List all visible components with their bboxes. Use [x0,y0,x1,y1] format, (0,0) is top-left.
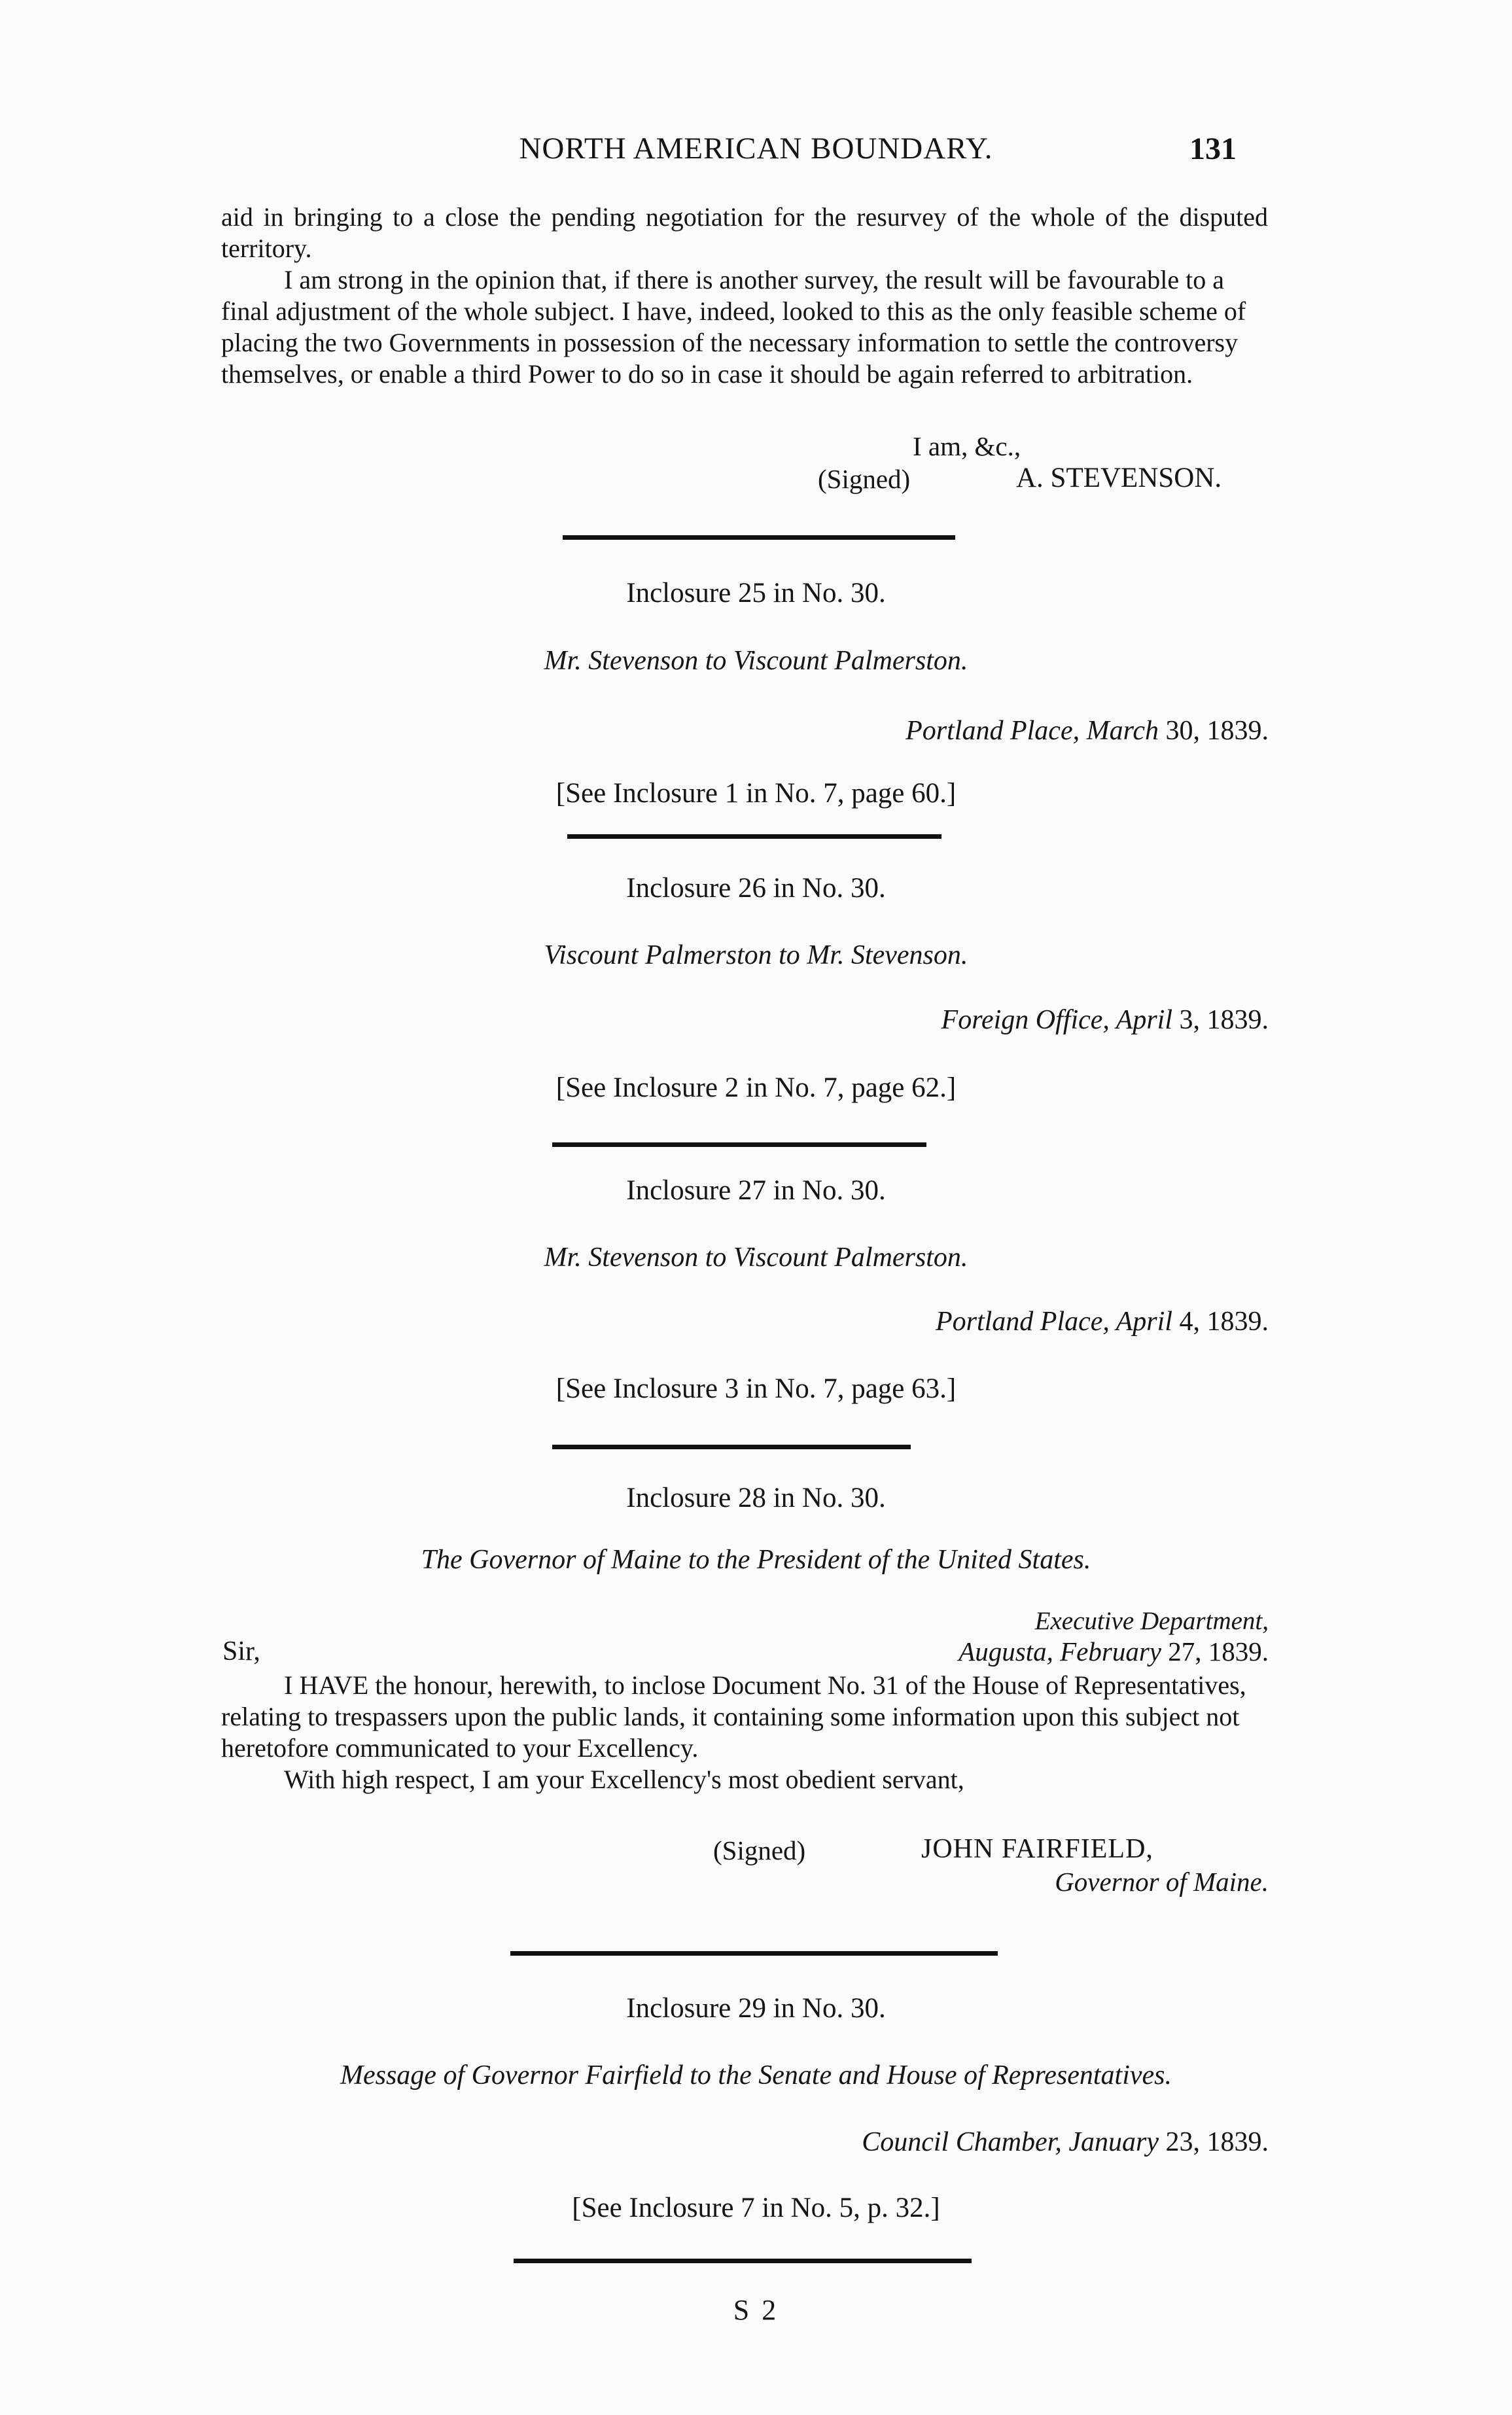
dateline-place: Portland Place, March [905,716,1159,746]
inclosure-title: Message of Governor Fairfield to the Senate and House of Representatives. [340,2060,1172,2090]
address-line-1: Executive Department, [1034,1607,1269,1635]
section-divider [552,1142,926,1147]
page-number: 131 [1189,132,1237,166]
dateline-place: Portland Place, April [935,1307,1172,1337]
dateline-place: Council Chamber, January [862,2127,1159,2157]
signature-mark: S 2 [733,2294,779,2326]
inclosure-reference: [See Inclosure 2 in No. 7, page 62.] [555,1072,957,1103]
inclosure-heading: Inclosure 27 in No. 30. [626,1175,886,1206]
inclosure-heading: Inclosure 29 in No. 30. [626,1993,886,2024]
signatory-name: JOHN FAIRFIELD, [921,1834,1153,1864]
inclosure-reference: [See Inclosure 1 in No. 7, page 60.] [555,778,957,809]
running-title: NORTH AMERICAN BOUNDARY. [519,132,993,166]
address-date: 27, 1839. [1168,1636,1269,1666]
inclosure-dateline [905,715,1269,747]
address-place: Augusta, February [958,1636,1161,1666]
section-divider [567,834,941,839]
dateline-date: 30, 1839. [1165,716,1269,746]
signed-label: (Signed) [818,464,911,494]
inclosure-reference: [See Inclosure 3 in No. 7, page 63.] [555,1373,957,1404]
inclosure-title: Mr. Stevenson to Viscount Palmerston. [544,646,968,676]
inclosure-title: Mr. Stevenson to Viscount Palmerston. [544,1243,968,1273]
inclosure-dateline [862,2126,1269,2158]
section-divider [563,535,955,540]
inclosure-dateline [941,1004,1269,1036]
inclosure-title: The Governor of Maine to the President of the United States. [421,1545,1091,1575]
inclosure-heading: Inclosure 28 in No. 30. [626,1483,886,1513]
inclosure-heading: Inclosure 25 in No. 30. [626,578,886,608]
letter-paragraph-1: I HAVE the honour, herewith, to inclose Document No. 31 of the House of Representatives, relating to trespassers upon the public lands, it containing some information upon this subject not heretofore communicated to your Excellency. [221,1670,1246,1763]
inclosure-dateline [936,1306,1269,1337]
closing-formula: I am, &c., [913,431,1021,461]
opening-paragraph-2: I am strong in the opinion that, if there is another survey, the result will be favourable to a final adjustment of the whole subject. I have, indeed, looked to this as the only feasible scheme of placing the two Governments in possession of the necessary information to settle the controversy themselves, or enable a third Power to do so in case it should be again referred to arbitration. [221,265,1246,389]
section-divider [514,2259,972,2263]
address-line-2 [958,1636,1269,1667]
signatory-title: Governor of Maine. [1055,1867,1269,1897]
dateline-place: Foreign Office, April [941,1005,1172,1035]
dateline-date: 23, 1839. [1165,2127,1269,2157]
inclosure-title: Viscount Palmerston to Mr. Stevenson. [544,940,968,970]
section-divider [510,1951,998,1956]
dateline-date: 4, 1839. [1179,1307,1269,1337]
opening-paragraph-1: aid in bringing to a close the pending negotiation for the resurvey of the whole of the disputed territory. [221,202,1268,263]
signatory-name: A. STEVENSON. [1016,463,1222,493]
letter-paragraph-2: With high respect, I am your Excellency's most obedient servant, [284,1765,964,1794]
section-divider [552,1445,911,1449]
letter-body [221,1670,1268,1795]
signed-label: (Signed) [713,1835,806,1865]
dateline-date: 3, 1839. [1179,1005,1269,1035]
inclosure-reference: [See Inclosure 7 in No. 5, p. 32.] [572,2193,940,2223]
opening-letter-body [221,202,1268,390]
salutation: Sir, [222,1636,260,1666]
inclosure-heading: Inclosure 26 in No. 30. [626,873,886,904]
